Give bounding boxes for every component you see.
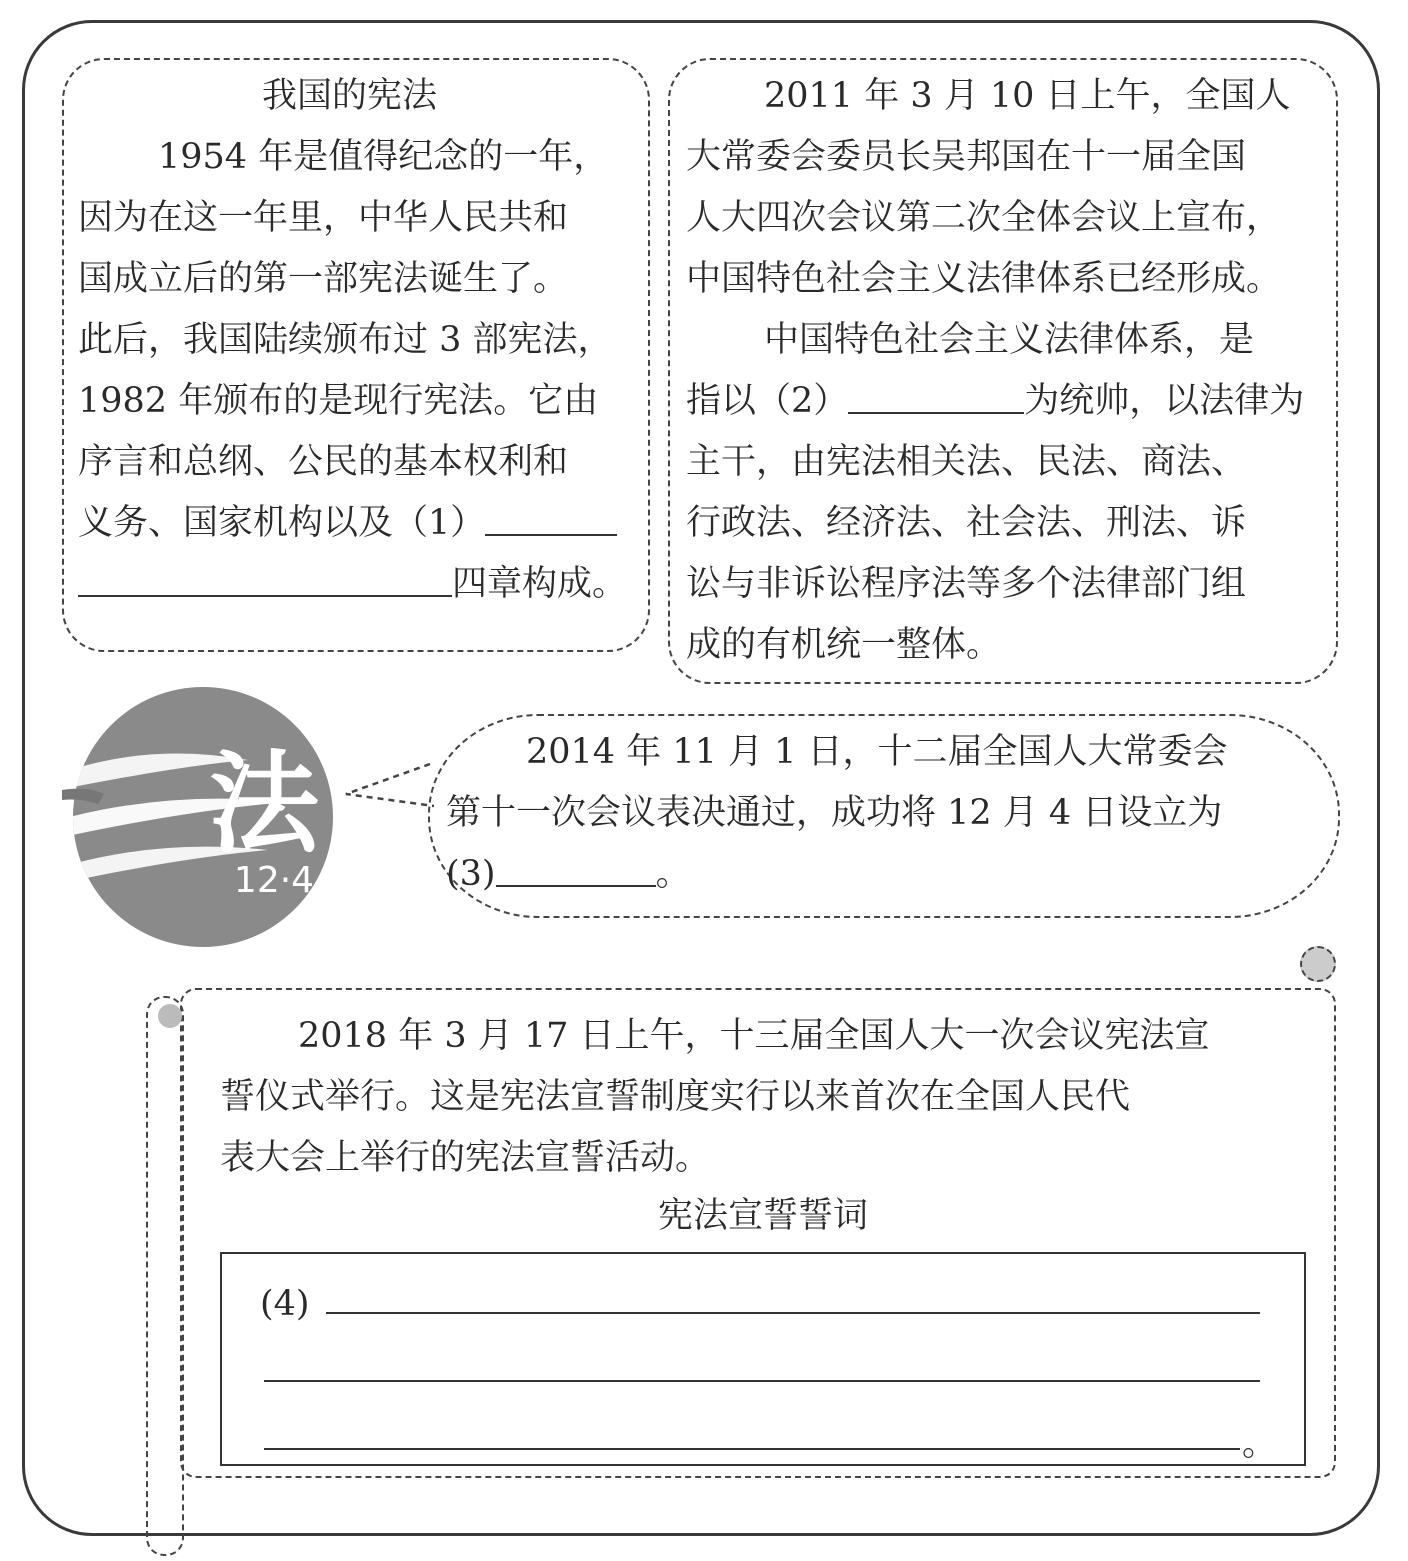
text-line: 四章构成。: [452, 564, 628, 604]
answer-blank-2[interactable]: [848, 376, 1024, 414]
text-line: 为统帅，以法律为: [1024, 381, 1305, 421]
scroll-knob-left: [158, 1004, 182, 1028]
oath-title: 宪法宣誓誓词: [657, 1196, 868, 1236]
text-line: 表大会上举行的宪法宣誓活动。: [220, 1138, 711, 1178]
text-line: [78, 554, 638, 615]
text-line: 第十一次会议表决通过，成功将 12 月 4 日设立为: [446, 793, 1223, 833]
text-line: [78, 493, 638, 554]
answer-blank-1a[interactable]: [485, 498, 617, 536]
answer-line-4a[interactable]: [326, 1312, 1260, 1314]
text-line: 中国特色社会主义法律体系，是: [764, 320, 1255, 360]
logo-char: 法: [209, 740, 319, 868]
text-line: 主干，由宪法相关法、民法、商法、: [686, 442, 1247, 482]
text-line: 序言和总纲、公民的基本权利和: [78, 442, 569, 482]
answer-blank-1b[interactable]: [78, 559, 452, 597]
text-line: 指以（2）: [686, 381, 849, 421]
text-line: 中国特色社会主义法律体系已经形成。: [686, 259, 1282, 299]
text-line: 因为在这一年里，中华人民共和: [78, 198, 569, 238]
text-line: [446, 844, 1336, 905]
text-line: 大常委会委员长吴邦国在十一届全国: [686, 137, 1247, 177]
text-line: 成的有机统一整体。: [686, 625, 1002, 665]
oath-intro-text: [220, 1006, 1320, 1189]
logo-date: 12·4: [233, 860, 315, 901]
answer-line-4b[interactable]: [264, 1380, 1260, 1382]
scroll-knob-right: [1300, 946, 1336, 982]
text-line: 此后，我国陆续颁布过 3 部宪法，: [78, 320, 613, 360]
oath-label: (4): [260, 1284, 310, 1324]
text-line: 讼与非诉讼程序法等多个法律部门组: [686, 564, 1247, 604]
text-line: 国成立后的第一部宪法诞生了。: [78, 259, 569, 299]
text-line: 义务、国家机构以及（1）: [78, 503, 486, 543]
scroll-tab: [146, 996, 184, 1556]
legal-system-text: [686, 66, 1326, 676]
oath-end-mark: 。: [1242, 1424, 1278, 1464]
text-line: 行政法、经济法、社会法、刑法、诉: [686, 503, 1247, 543]
text-line: 1954 年是值得纪念的一年，: [158, 137, 609, 177]
answer-blank-3[interactable]: [496, 849, 656, 887]
text-line: (3): [446, 854, 496, 894]
law-day-logo: [58, 682, 358, 954]
text-line: [686, 371, 1326, 432]
constitution-text: [78, 66, 638, 615]
text-line: 2018 年 3 月 17 日上午，十三届全国人大一次会议宪法宣: [298, 1016, 1210, 1056]
text-line: 人大四次会议第二次全体会议上宣布，: [686, 198, 1282, 238]
text-line: 。: [655, 854, 691, 894]
text-line: 誓仪式举行。这是宪法宣誓制度实行以来首次在全国人民代: [220, 1077, 1131, 1117]
oath-answer-box: [220, 1252, 1306, 1466]
constitution-day-text: [446, 722, 1336, 905]
text-line: 2014 年 11 月 1 日，十二届全国人大常委会: [526, 732, 1228, 772]
text-line: 2011 年 3 月 10 日上午，全国人: [764, 76, 1291, 116]
answer-line-4c[interactable]: [264, 1448, 1240, 1450]
text-line: 1982 年颁布的是现行宪法。它由: [78, 381, 599, 421]
constitution-title: 我国的宪法: [262, 76, 438, 116]
